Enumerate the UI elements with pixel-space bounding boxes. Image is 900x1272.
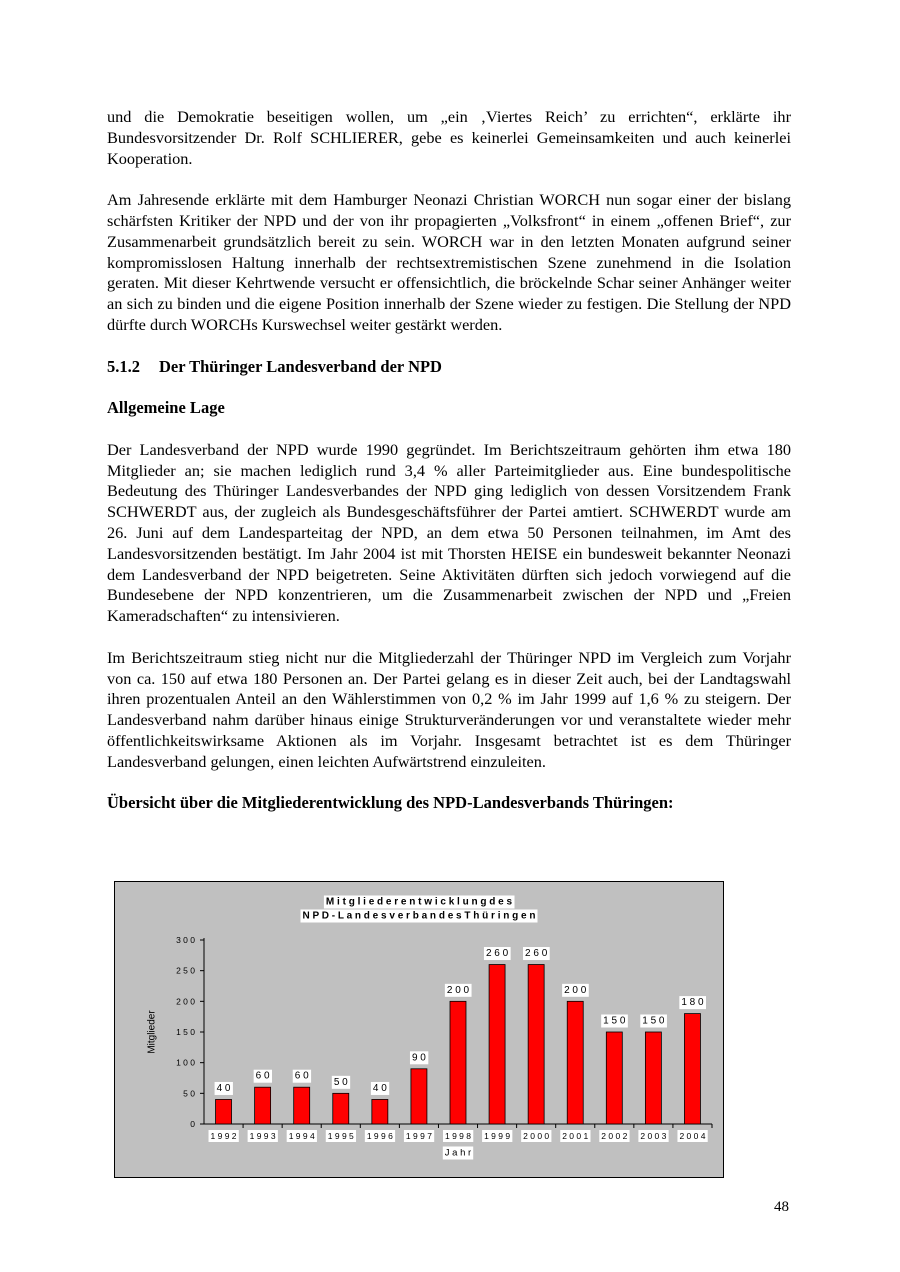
- data-label-2001: 2 0 0: [564, 984, 587, 996]
- x-tick-label-2003: 2 0 0 3: [640, 1131, 667, 1141]
- bar-2000: [528, 965, 544, 1124]
- x-tick-label-1994: 1 9 9 4: [288, 1131, 315, 1141]
- bar-1994: [294, 1087, 310, 1124]
- data-label-2004: 1 8 0: [681, 997, 704, 1009]
- membership-chart: [114, 881, 724, 1178]
- bar-1995: [333, 1093, 349, 1124]
- y-axis-label: Mitglieder: [146, 1010, 158, 1054]
- paragraph-worch: Am Jahresende erklärte mit dem Hamburger Neonazi Christian WORCH nun sogar einer der bislang schärfsten Kritiker der NPD und der von ihr propagierten „Volksfront“ in einem „offenen Brief“, zur Zusammenarbeit grundsätzlich bereit zu sein. WORCH war in den letzten Monaten aufgrund seiner kompromisslosen Haltung innerhalb der rechtsextremistischen Szene zunehmend in die Isolation geraten. Mit dieser Kehrtwende versucht er offensichtlich, die bröckelnde Schar seiner Anhänger weiter an sich zu binden und die eigene Position innerhalb der Szene wieder zu festigen. Die Stellung der NPD dürfte durch WORCHs Kurswechsel weiter gestärkt werden.: [107, 190, 791, 334]
- data-label-2002: 1 5 0: [603, 1015, 626, 1027]
- bar-1992: [216, 1099, 232, 1124]
- x-tick-label-1992: 1 9 9 2: [210, 1131, 237, 1141]
- y-tick-label: 3 0 0: [176, 935, 195, 945]
- paragraph-berichtszeitraum: Im Berichtszeitraum stieg nicht nur die Mitgliederzahl der Thüringer NPD im Vergleich zum Vorjahr von ca. 150 auf etwa 180 Personen an. Der Partei gelang es in dieser Zeit auch, bei der Landtagswahl ihren prozentualen Anteil an den Wählerstimmen von 0,2 % im Jahr 1999 auf 1,6 % zu steigern. Der Landesverband nahm darüber hinaus einige Strukturveränderungen vor und veranstaltete wieder mehr öffentlichkeitswirksame Aktionen als im Vorjahr. Insgesamt betrachtet ist es dem Thüringer Landesverband gelungen, einen leichten Aufwärtstrend einzuleiten.: [107, 647, 791, 771]
- chart-title-line1: M i t g l i e d e r e n t w i c k l u n g d e s: [325, 896, 513, 908]
- section-heading: [107, 357, 791, 378]
- x-tick-label-1995: 1 9 9 5: [327, 1131, 354, 1141]
- data-label-1998: 2 0 0: [446, 984, 470, 996]
- data-label-1996: 4 0: [372, 1082, 387, 1094]
- bar-2003: [645, 1032, 661, 1124]
- x-axis-label: J a h r: [444, 1147, 472, 1159]
- paragraph-landesverband: Der Landesverband der NPD wurde 1990 gegründet. Im Berichtszeitraum gehörten ihm etwa 180 Mitglieder an; sie machen lediglich rund 3,4 % aller Parteimitglieder aus. Eine bundespolitische Bedeutung des Thüringer Landesverbandes der NPD ging lediglich von dessen Vorsitzendem Frank SCHWERDT aus, der zugleich als Bundesgeschäftsführer der Partei amtiert. SCHWERDT wurde am 26. Juni auf dem Landesparteitag der NPD, an dem etwa 50 Personen teilnahmen, im Amt des Landesvorsitzenden bestätigt. Im Jahr 2004 ist mit Thorsten HEISE ein bundesweit bekannter Neonazi dem Landesverband der NPD beigetreten. Seine Aktivitäten dürften sich jedoch vorwiegend auf die Bundesebene der NPD konzentrieren, um die Zusammenarbeit zwischen der NPD und „Freien Kameradschaften“ zu intensivieren.: [107, 439, 791, 626]
- bar-1993: [255, 1087, 271, 1124]
- chart-title-line2: N P D - L a n d e s v e r b a n d e s T h ü r i n g e n: [302, 910, 536, 922]
- bar-1998: [450, 1001, 466, 1124]
- x-tick-label-1997: 1 9 9 7: [405, 1131, 432, 1141]
- x-tick-label-2004: 2 0 0 4: [679, 1131, 706, 1141]
- bar-1997: [411, 1069, 427, 1124]
- y-tick-label: 1 0 0: [176, 1057, 195, 1068]
- y-tick-label: 0: [190, 1119, 195, 1129]
- data-label-1995: 5 0: [333, 1076, 348, 1088]
- bar-2002: [606, 1032, 622, 1124]
- bar-1996: [372, 1099, 388, 1124]
- bar-2001: [567, 1001, 583, 1124]
- x-tick-label-1996: 1 9 9 6: [366, 1131, 393, 1141]
- data-label-1993: 6 0: [255, 1070, 270, 1082]
- data-label-1999: 2 6 0: [485, 948, 509, 960]
- data-label-1997: 9 0: [411, 1052, 426, 1064]
- section-title: Der Thüringer Landesverband der NPD: [159, 356, 442, 376]
- y-tick-label: 2 5 0: [176, 965, 195, 976]
- x-tick-label-1999: 1 9 9 9: [484, 1131, 511, 1141]
- chart-canvas: [115, 882, 725, 1179]
- y-tick-label: 2 0 0: [176, 996, 195, 1007]
- data-label-1994: 6 0: [294, 1070, 309, 1082]
- x-tick-label-2000: 2 0 0 0: [523, 1131, 550, 1141]
- data-label-2003: 1 5 0: [642, 1015, 665, 1027]
- paragraph-schlierer-quote: und die Demokratie beseitigen wollen, um „ein ‚Viertes Reich’ zu errichten“, erklärte ihr Bundesvorsitzender Dr. Rolf SCHLIERER, gebe es keinerlei Gemeinsamkeiten und auch keinerlei Kooperation.: [107, 107, 791, 168]
- x-tick-label-1993: 1 9 9 3: [249, 1131, 276, 1141]
- bar-1999: [489, 965, 505, 1124]
- data-label-1992: 4 0: [216, 1082, 231, 1094]
- y-tick-label: 5 0: [183, 1088, 195, 1099]
- x-tick-label-2001: 2 0 0 1: [562, 1131, 589, 1141]
- x-tick-label-2002: 2 0 0 2: [601, 1131, 628, 1141]
- y-tick-label: 1 5 0: [176, 1027, 195, 1037]
- bar-2004: [684, 1014, 700, 1124]
- section-number: 5.1.2: [107, 356, 140, 376]
- subheading-allgemeine-lage: Allgemeine Lage: [107, 398, 225, 418]
- data-label-2000: 2 6 0: [525, 948, 548, 960]
- document-body: [107, 107, 791, 814]
- x-tick-label-1998: 1 9 9 8: [445, 1131, 471, 1141]
- page-number: 48: [774, 1199, 789, 1215]
- overview-heading: Übersicht über die Mitgliederentwicklung des NPD-Landesverbands Thüringen:: [107, 793, 674, 813]
